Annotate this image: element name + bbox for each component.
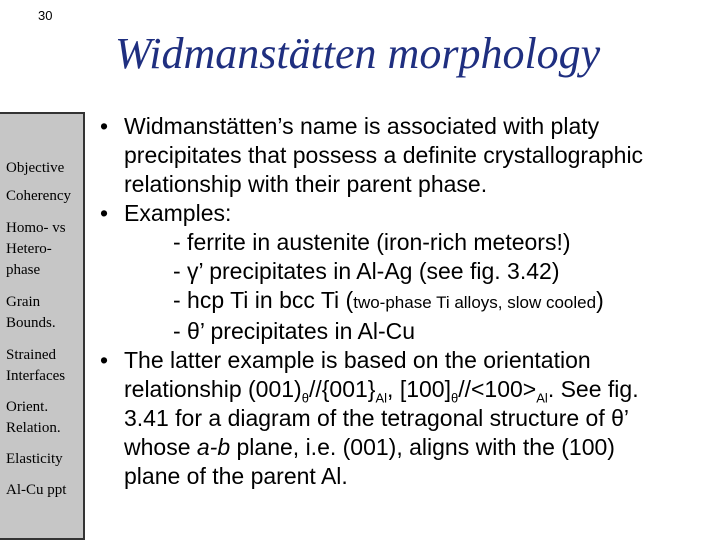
bullet-item bbox=[100, 199, 710, 228]
nav-label: Bounds. bbox=[6, 315, 56, 331]
text-span: whose bbox=[124, 434, 197, 460]
nav-label: Strained bbox=[6, 347, 56, 363]
nav-orient-relation[interactable] bbox=[6, 397, 61, 439]
subscript: Al bbox=[536, 390, 548, 406]
nav-label: Homo- vs bbox=[6, 220, 66, 236]
text-span: , [100] bbox=[387, 376, 451, 402]
example-line: - θ’ precipitates in Al-Cu bbox=[173, 318, 416, 344]
text-span-small: two-phase Ti alloys, slow cooled bbox=[353, 293, 597, 312]
nav-label: Coherency bbox=[6, 188, 71, 204]
nav-al-cu-ppt[interactable] bbox=[6, 480, 66, 501]
nav-label: Orient. bbox=[6, 399, 49, 415]
text-span: plane, i.e. (001), aligns with the (100) bbox=[230, 434, 615, 460]
text-span: . See fig. bbox=[547, 376, 639, 402]
text-span: ) bbox=[596, 287, 604, 313]
bullet-item bbox=[100, 112, 710, 141]
example-line bbox=[100, 286, 710, 317]
subscript: θ bbox=[301, 390, 309, 406]
text-line: plane of the parent Al. bbox=[124, 463, 348, 489]
nav-label: Al-Cu ppt bbox=[6, 482, 67, 498]
nav-label: Relation. bbox=[6, 420, 61, 436]
nav-label: Grain bbox=[6, 294, 41, 310]
bullet-text: The latter example is based on the orientation bbox=[124, 347, 591, 373]
nav-coherency[interactable] bbox=[6, 186, 71, 207]
slide-title: Widmanstätten morphology bbox=[115, 29, 601, 78]
text-line: relationship with their parent phase. bbox=[124, 171, 488, 197]
subscript: Al bbox=[375, 390, 388, 406]
text-line: 3.41 for a diagram of the tetragonal structure of θ’ bbox=[124, 405, 630, 431]
bullet-text: Examples: bbox=[124, 200, 232, 226]
slide-body bbox=[100, 112, 710, 491]
nav-label: Elasticity bbox=[6, 451, 63, 467]
text-line: precipitates that possess a definite crystallographic bbox=[124, 142, 644, 168]
nav-grain-bounds[interactable] bbox=[6, 292, 56, 334]
bullet-item bbox=[100, 346, 710, 375]
nav-elasticity[interactable] bbox=[6, 449, 63, 470]
text-span: //<100> bbox=[458, 376, 537, 402]
text-line bbox=[100, 433, 710, 462]
bullet-mark: • bbox=[100, 347, 109, 373]
example-line: - γ’ precipitates in Al-Ag (see fig. 3.42) bbox=[173, 258, 560, 284]
nav-strained-interfaces[interactable] bbox=[6, 345, 65, 387]
text-line bbox=[100, 375, 710, 404]
page-number: 30 bbox=[38, 8, 53, 23]
nav-homo-hetero[interactable] bbox=[6, 218, 66, 281]
nav-objective[interactable] bbox=[6, 158, 64, 179]
bullet-text: Widmanstätten’s name is associated with platy bbox=[124, 113, 600, 139]
text-span: //{001} bbox=[308, 376, 376, 402]
text-span-italic: a-b bbox=[196, 434, 231, 460]
sidebar-nav bbox=[0, 112, 85, 540]
text-span: relationship (001) bbox=[124, 376, 302, 402]
bullet-mark: • bbox=[100, 200, 109, 226]
example-line: - ferrite in austenite (iron-rich meteors!) bbox=[173, 229, 571, 255]
nav-label: Objective bbox=[6, 160, 65, 176]
text-span: - hcp Ti in bcc Ti ( bbox=[173, 287, 354, 313]
bullet-mark: • bbox=[100, 113, 109, 139]
nav-label: Interfaces bbox=[6, 368, 66, 384]
nav-label: Hetero- bbox=[6, 241, 52, 257]
nav-label: phase bbox=[6, 262, 41, 278]
subscript: θ bbox=[450, 390, 459, 406]
